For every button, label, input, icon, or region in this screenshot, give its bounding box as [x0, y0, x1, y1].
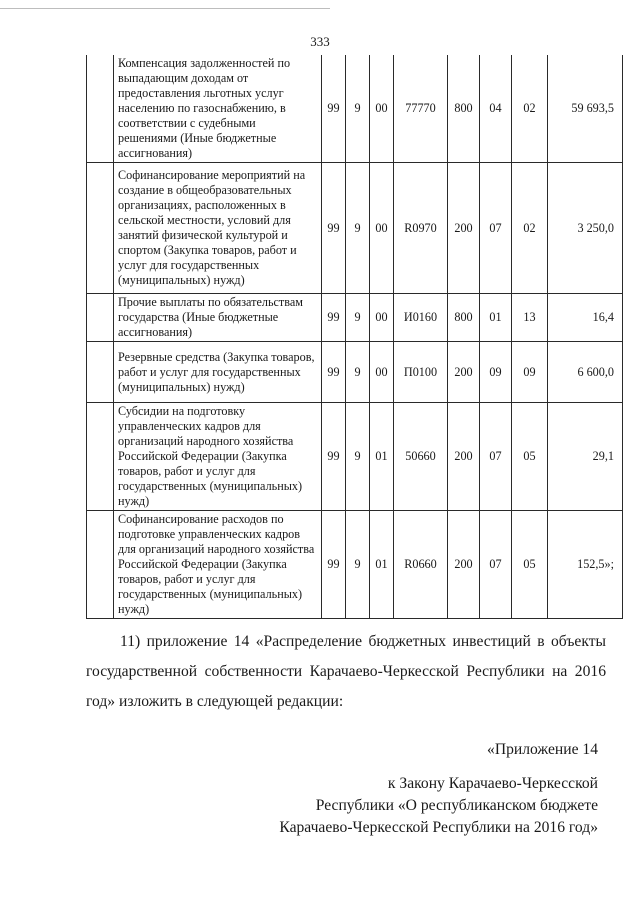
code-cell-c1: 99: [322, 342, 346, 403]
sum-cell: 152,5»;: [548, 511, 623, 619]
code-cell-c4: R0660: [394, 511, 448, 619]
amendment-paragraph: 11) приложение 14 «Распределение бюджетных инвестиций в объекты государственной собственности Карачаево-Черкесской Республики на 2016 год» изложить в следующей редакции:: [86, 633, 606, 710]
appendix-line-3: Республики «О республиканском бюджете: [315, 797, 598, 814]
appendix-line-1: «Приложение 14: [487, 741, 598, 758]
row-name-cell: Софинансирование расходов по подготовке управленческих кадров для организаций народного хозяйства Российской Федерации (Закупка товаров, работ и услуг для государственных (муниципальных) нужд): [114, 511, 322, 619]
code-cell-c7: 13: [512, 294, 548, 342]
code-cell-c5: 200: [448, 403, 480, 511]
appendix-header: [279, 739, 598, 839]
blank-cell: [87, 403, 114, 511]
code-cell-c3: 00: [370, 342, 394, 403]
row-name-cell: Софинансирование мероприятий на создание в общеобразовательных организациях, расположенных в сельской местности, условий для занятий физической культурой и спортом (Закупка товаров, работ и услуг для государственных (муниципальных) нужд): [114, 163, 322, 294]
row-name-cell: Прочие выплаты по обязательствам государства (Иные бюджетные ассигнования): [114, 294, 322, 342]
code-cell-c4: П0100: [394, 342, 448, 403]
code-cell-c6: 07: [480, 511, 512, 619]
code-cell-c3: 01: [370, 403, 394, 511]
table-row: [87, 55, 623, 163]
code-cell-c3: 00: [370, 294, 394, 342]
page-number: 333: [310, 34, 330, 49]
code-cell-c4: 50660: [394, 403, 448, 511]
table-row: [87, 342, 623, 403]
row-name-cell: Компенсация задолженностей по выпадающим доходам от предоставления льготных услуг населению по газоснабжению, в соответствии с судебными решениями (Иные бюджетные ассигнования): [114, 55, 322, 163]
code-cell-c2: 9: [346, 342, 370, 403]
appendix-line-4: Карачаево-Черкесской Республики на 2016 год»: [279, 819, 598, 836]
sum-cell: 29,1: [548, 403, 623, 511]
top-rule: [0, 8, 330, 9]
code-cell-c7: 05: [512, 403, 548, 511]
code-cell-c7: 02: [512, 55, 548, 163]
table-row: [87, 403, 623, 511]
code-cell-c1: 99: [322, 511, 346, 619]
blank-cell: [87, 294, 114, 342]
code-cell-c3: 00: [370, 163, 394, 294]
code-cell-c6: 07: [480, 403, 512, 511]
code-cell-c5: 200: [448, 511, 480, 619]
row-name-cell: Резервные средства (Закупка товаров, работ и услуг для государственных (муниципальных) нужд): [114, 342, 322, 403]
code-cell-c7: 05: [512, 511, 548, 619]
sum-cell: 3 250,0: [548, 163, 623, 294]
blank-cell: [87, 342, 114, 403]
row-name-cell: Субсидии на подготовку управленческих кадров для организаций народного хозяйства Российской Федерации (Закупка товаров, работ и услуг для государственных (муниципальных) нужд): [114, 403, 322, 511]
code-cell-c2: 9: [346, 55, 370, 163]
code-cell-c5: 200: [448, 163, 480, 294]
code-cell-c6: 01: [480, 294, 512, 342]
code-cell-c2: 9: [346, 294, 370, 342]
table-row: [87, 294, 623, 342]
blank-cell: [87, 511, 114, 619]
code-cell-c5: 200: [448, 342, 480, 403]
code-cell-c4: R0970: [394, 163, 448, 294]
code-cell-c7: 09: [512, 342, 548, 403]
code-cell-c5: 800: [448, 294, 480, 342]
code-cell-c6: 07: [480, 163, 512, 294]
code-cell-c4: 77770: [394, 55, 448, 163]
blank-cell: [87, 163, 114, 294]
appendix-line-2: к Закону Карачаево-Черкесской: [387, 775, 598, 792]
code-cell-c1: 99: [322, 163, 346, 294]
code-cell-c6: 09: [480, 342, 512, 403]
code-cell-c5: 800: [448, 55, 480, 163]
sum-cell: 16,4: [548, 294, 623, 342]
table-row: [87, 163, 623, 294]
code-cell-c2: 9: [346, 403, 370, 511]
code-cell-c7: 02: [512, 163, 548, 294]
code-cell-c3: 01: [370, 511, 394, 619]
budget-table: [86, 55, 623, 619]
sum-cell: 59 693,5: [548, 55, 623, 163]
code-cell-c2: 9: [346, 511, 370, 619]
table-row: [87, 511, 623, 619]
sum-cell: 6 600,0: [548, 342, 623, 403]
code-cell-c1: 99: [322, 294, 346, 342]
code-cell-c3: 00: [370, 55, 394, 163]
code-cell-c6: 04: [480, 55, 512, 163]
code-cell-c2: 9: [346, 163, 370, 294]
code-cell-c1: 99: [322, 403, 346, 511]
blank-cell: [87, 55, 114, 163]
code-cell-c1: 99: [322, 55, 346, 163]
code-cell-c4: И0160: [394, 294, 448, 342]
